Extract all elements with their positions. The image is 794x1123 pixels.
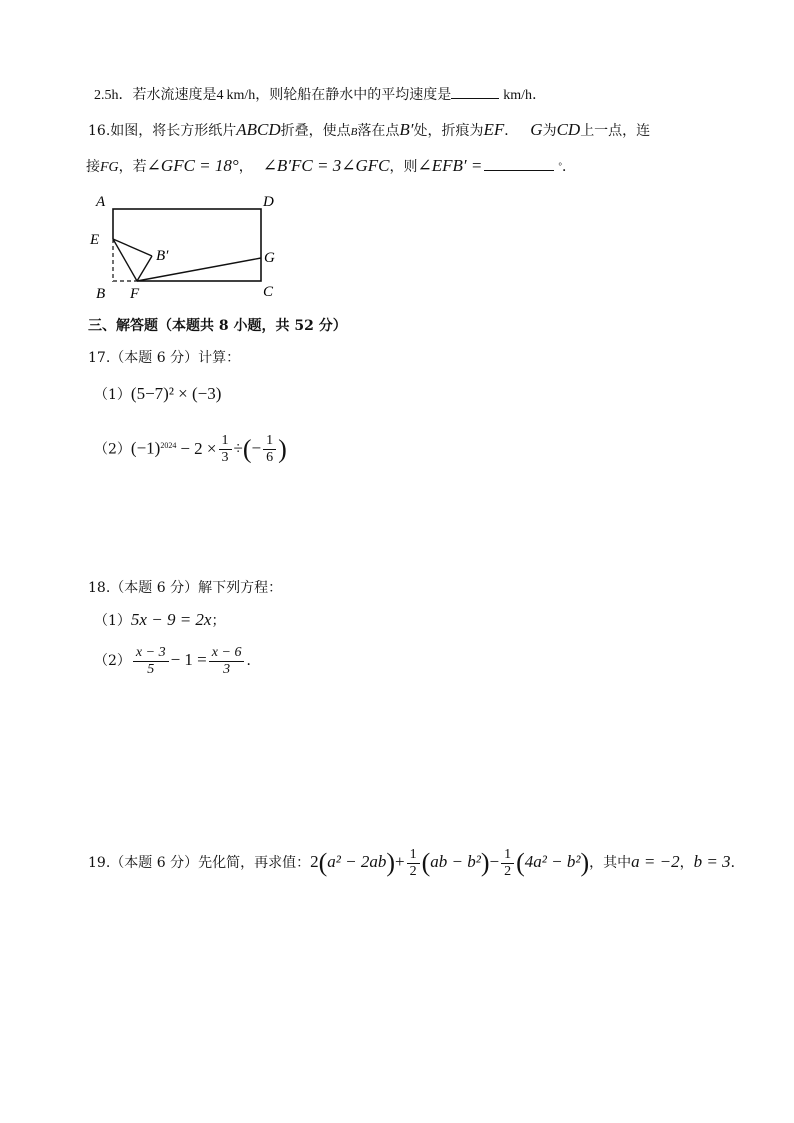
- fraction-numerator: 1: [407, 847, 420, 864]
- punctuation: ，: [679, 855, 694, 871]
- q17-part2-exponent: 2024: [160, 441, 177, 450]
- fraction-denominator: 2: [504, 863, 512, 879]
- q19-header: 19.（本题 6 分）先化简，再求值：: [88, 855, 311, 871]
- left-paren: (: [242, 434, 252, 464]
- q16-question: ∠EFB′ =: [417, 156, 483, 175]
- q16-text: 接: [86, 159, 100, 175]
- q15-unit2: km/h: [503, 88, 533, 103]
- q16-line2: [86, 156, 576, 178]
- part-label: （2）: [94, 653, 131, 669]
- right-paren: ): [580, 848, 590, 877]
- segment-fb-prime: [137, 256, 152, 281]
- right-paren: ): [278, 434, 287, 464]
- left-paren: (: [318, 848, 328, 877]
- q16-text: ，若: [118, 159, 147, 175]
- q15-end: ．: [532, 87, 547, 103]
- fraction-half: [407, 847, 420, 880]
- q18-header: 18.（本题 6 分）解下列方程：: [88, 580, 283, 596]
- fraction-denominator: 3: [223, 661, 231, 677]
- fraction-one-sixth: [263, 433, 276, 466]
- left-paren: (: [421, 848, 431, 877]
- fraction-numerator: 1: [263, 433, 276, 450]
- fraction-denominator: 3: [221, 450, 229, 466]
- q16-line1: [88, 120, 650, 142]
- q17-part2: [94, 426, 287, 470]
- q19-term2: ab − b²: [430, 852, 481, 871]
- q16-ef: EF: [483, 120, 505, 139]
- q19-a-value: a = −2: [631, 852, 680, 871]
- q16-text: ，: [238, 159, 253, 175]
- fraction-denominator: 2: [409, 863, 417, 879]
- q17-part2-op: − 2 ×: [180, 438, 217, 458]
- fraction-numerator: x − 3: [133, 645, 169, 662]
- q19-b-value: b = 3: [693, 852, 731, 871]
- fold-line-ef: [113, 239, 137, 281]
- q16-text: 折叠，使点: [280, 123, 351, 139]
- q16-number: 16.: [88, 123, 111, 139]
- q16-abcd: ABCD: [236, 120, 281, 139]
- q16-condition-1: ∠GFC = 18°: [146, 156, 239, 175]
- q19-tail: ，其中: [589, 855, 632, 871]
- q16-b: B: [350, 126, 358, 138]
- part-label: （1）: [94, 387, 131, 403]
- right-paren: ): [386, 848, 395, 877]
- fraction-denominator: 5: [147, 661, 155, 677]
- label-g: G: [264, 250, 275, 266]
- minus-sign: −: [251, 438, 262, 458]
- label-d: D: [263, 194, 274, 210]
- q18-part1-equation: 5x − 9 = 2x: [130, 610, 212, 629]
- q16-fg: FG: [100, 160, 119, 175]
- q17-part2-term1: (−1): [130, 438, 161, 458]
- q15-flow: 4: [216, 88, 224, 103]
- q17-part2-divide: ÷: [233, 438, 243, 458]
- q16-answer-blank[interactable]: [484, 156, 554, 171]
- q15-unit1: km/h: [226, 88, 256, 103]
- q16-text: 上一点，连: [580, 123, 651, 139]
- q15-time: 2.5h: [94, 88, 119, 103]
- fraction-half: [501, 847, 514, 880]
- fraction-numerator: 1: [501, 847, 514, 864]
- label-e: E: [90, 232, 100, 248]
- q16-bprime: B′: [399, 120, 414, 139]
- q19-line: [88, 842, 745, 883]
- q15-answer-blank[interactable]: [451, 84, 499, 99]
- fraction-numerator: x − 6: [209, 645, 245, 662]
- part-label: （2）: [94, 441, 131, 458]
- fraction-left: [133, 645, 169, 678]
- rectangle-abcd: [113, 209, 261, 281]
- q16-degree: °: [558, 161, 562, 171]
- left-paren: (: [516, 848, 525, 877]
- label-b: B: [96, 286, 106, 302]
- q17-part1: [94, 384, 221, 405]
- q19-coef: 2: [310, 852, 319, 871]
- label-f: F: [130, 286, 140, 302]
- q16-text: 如图，将长方形纸片: [110, 123, 237, 139]
- label-b-prime: B′: [156, 248, 169, 264]
- q16-text: 为: [542, 123, 557, 139]
- q15-tail: [94, 84, 546, 106]
- punctuation: ．: [246, 653, 261, 669]
- q18-part1: [94, 610, 225, 631]
- right-paren: ): [480, 848, 490, 877]
- punctuation: ；: [211, 613, 226, 629]
- punctuation: ．: [730, 855, 745, 871]
- section-title: 三、解答题（本题共 8 小题，共 52 分）: [88, 318, 347, 334]
- q16-cd: CD: [556, 120, 581, 139]
- q16-text: ．: [504, 123, 519, 139]
- part-label: （1）: [94, 613, 131, 629]
- q16-text: ，则: [389, 159, 418, 175]
- q15-text-b: ，则轮船在静水中的平均速度是: [255, 87, 452, 103]
- q18-part2-middle: − 1 =: [170, 650, 207, 669]
- q16-text: ．: [561, 159, 576, 175]
- q16-g: G: [530, 120, 543, 139]
- fraction-one-third: [219, 433, 232, 466]
- q15-text-a: ．若水流速度是: [118, 87, 217, 103]
- q16-text: 处，折痕为: [413, 123, 484, 139]
- fraction-right: [209, 645, 245, 678]
- segment-eb-prime: [113, 239, 152, 256]
- q19-term1: a² − 2ab: [327, 852, 387, 871]
- q16-condition-2: ∠B′FC = 3∠GFC: [262, 156, 390, 175]
- q17-part1-expression: (5−7)² × (−3): [130, 384, 222, 403]
- q19-term3: 4a² − b²: [524, 852, 581, 871]
- plus-sign: +: [395, 852, 405, 871]
- minus-sign: −: [489, 852, 500, 871]
- label-a: A: [96, 194, 106, 210]
- label-c: C: [263, 284, 274, 300]
- q17-header: 17.（本题 6 分）计算：: [88, 350, 241, 366]
- fraction-numerator: 1: [219, 433, 232, 450]
- q16-text: 落在点: [357, 123, 400, 139]
- q18-part2: [94, 640, 260, 681]
- fraction-denominator: 6: [266, 450, 274, 466]
- folded-rectangle-figure: [88, 188, 298, 304]
